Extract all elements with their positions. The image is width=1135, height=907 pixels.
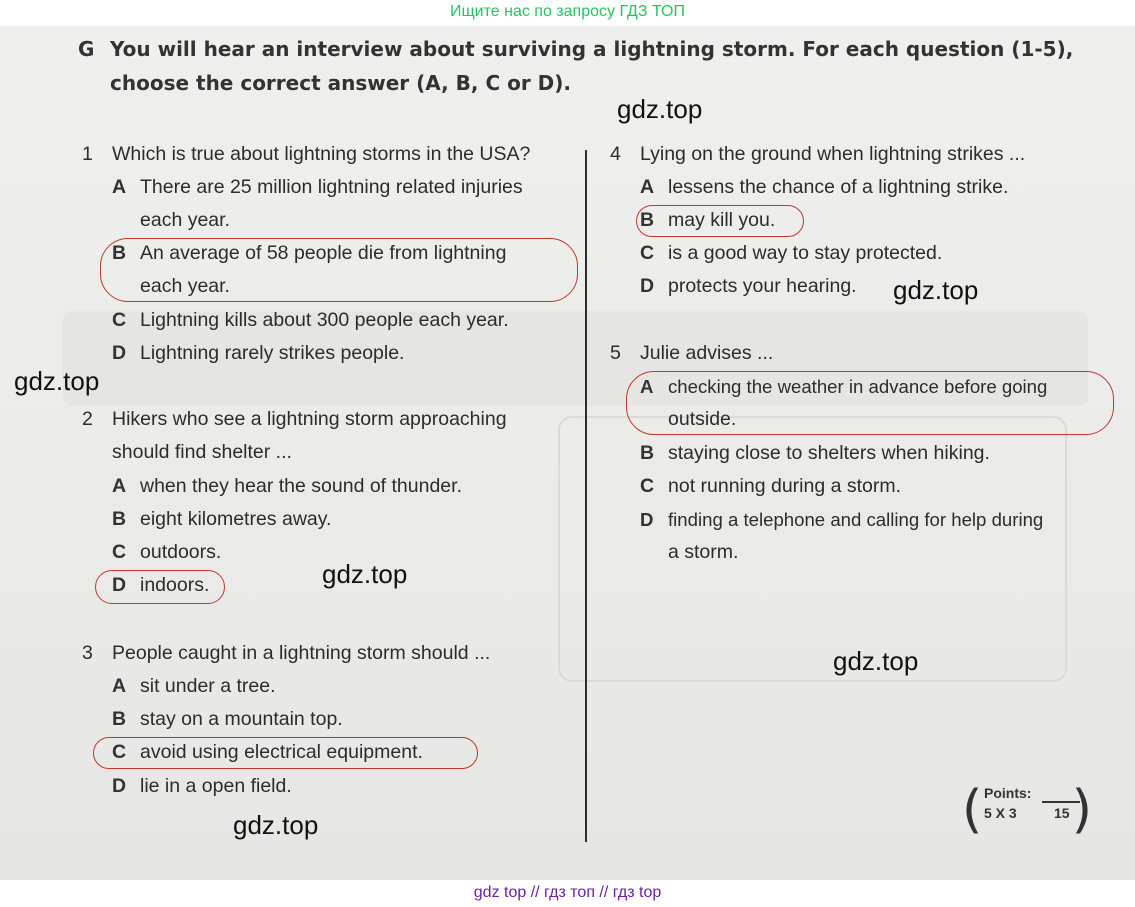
watermark: gdz.top [233,810,319,840]
q1-option-c: C Lightning kills about 300 people each year. [112,309,509,331]
question-text: Hikers who see a lightning storm approaching [112,408,507,430]
q2-option-d: D indoors. [112,574,210,596]
question-number: 1 [82,143,93,165]
heading-line-2: choose the correct answer (A, B, C or D). [110,71,572,95]
question-text: Lying on the ground when lightning strikes ... [640,143,1026,165]
points-label: Points: [984,785,1032,801]
answer-circle-q5-a [626,371,1114,435]
q3-option-b: B stay on a mountain top. [112,708,343,730]
q2-option-b: B eight kilometres away. [112,508,332,530]
q4-option-a: A lessens the chance of a lightning strike. [640,176,1009,198]
paren-right: ) [1071,780,1092,840]
q1-option-d: D Lightning rarely strikes people. [112,342,405,364]
question-number: 5 [610,342,621,364]
answer-circle-q3-c [93,737,478,769]
question-text: People caught in a lightning storm should ... [112,642,491,664]
question-number: 4 [610,143,621,165]
q5-option-a: A checking the weather in advance before going [640,376,1048,397]
q4-option-b: B may kill you. [640,209,776,231]
points-box [962,780,1092,850]
heading-line-1: You will hear an interview about surviving a lightning storm. For each question (1-5), [110,37,1074,61]
q1-option-a: A There are 25 million lightning related injuries [112,176,523,198]
q5-option-d: D finding a telephone and calling for help during [640,509,1044,530]
q3-option-a: A sit under a tree. [112,675,276,697]
watermark: gdz.top [322,559,408,589]
watermark: gdz.top [617,94,703,124]
q4-option-d: D protects your hearing. [640,275,857,297]
q1-option-b: B An average of 58 people die from lightning [112,242,507,264]
q5-option-c: C not running during a storm. [640,475,902,497]
answer-circle-q2-d [95,570,225,604]
watermark: gdz.top [893,275,979,305]
watermark: gdz.top [833,646,919,676]
q1-option-a-cont: each year. [140,209,230,231]
q4-option-c: C is a good way to stay protected. [640,242,943,264]
q2-option-c: C outdoors. [112,541,222,563]
top-banner: Ищите нас по запросу ГДЗ ТОП [450,3,685,20]
answer-circle-q4-b [636,205,804,237]
answer-circle-q1-b [100,238,578,302]
q3-option-c: C avoid using electrical equipment. [112,741,423,763]
watermark: gdz.top [14,366,100,396]
q3-option-d: D lie in a open field. [112,775,292,797]
points-total: 15 [1054,805,1070,821]
footer-links[interactable]: gdz top // гдз топ // гдз top [0,880,1135,907]
points-calc: 5 X 3 [984,805,1017,821]
column-divider [585,150,587,842]
q5-option-d-cont: a storm. [668,541,739,563]
exercise-letter: G [78,37,95,61]
paren-left: ( [962,780,983,840]
q2-option-a: A when they hear the sound of thunder. [112,475,462,497]
question-number: 2 [82,408,93,430]
q5-option-b: B staying close to shelters when hiking. [640,442,990,464]
q5-option-a-cont: outside. [668,408,737,430]
question-text: Julie advises ... [640,342,774,364]
question-number: 3 [82,642,93,664]
q1-option-b-cont: each year. [140,275,230,297]
question-text: Which is true about lightning storms in the USA? [112,143,531,165]
